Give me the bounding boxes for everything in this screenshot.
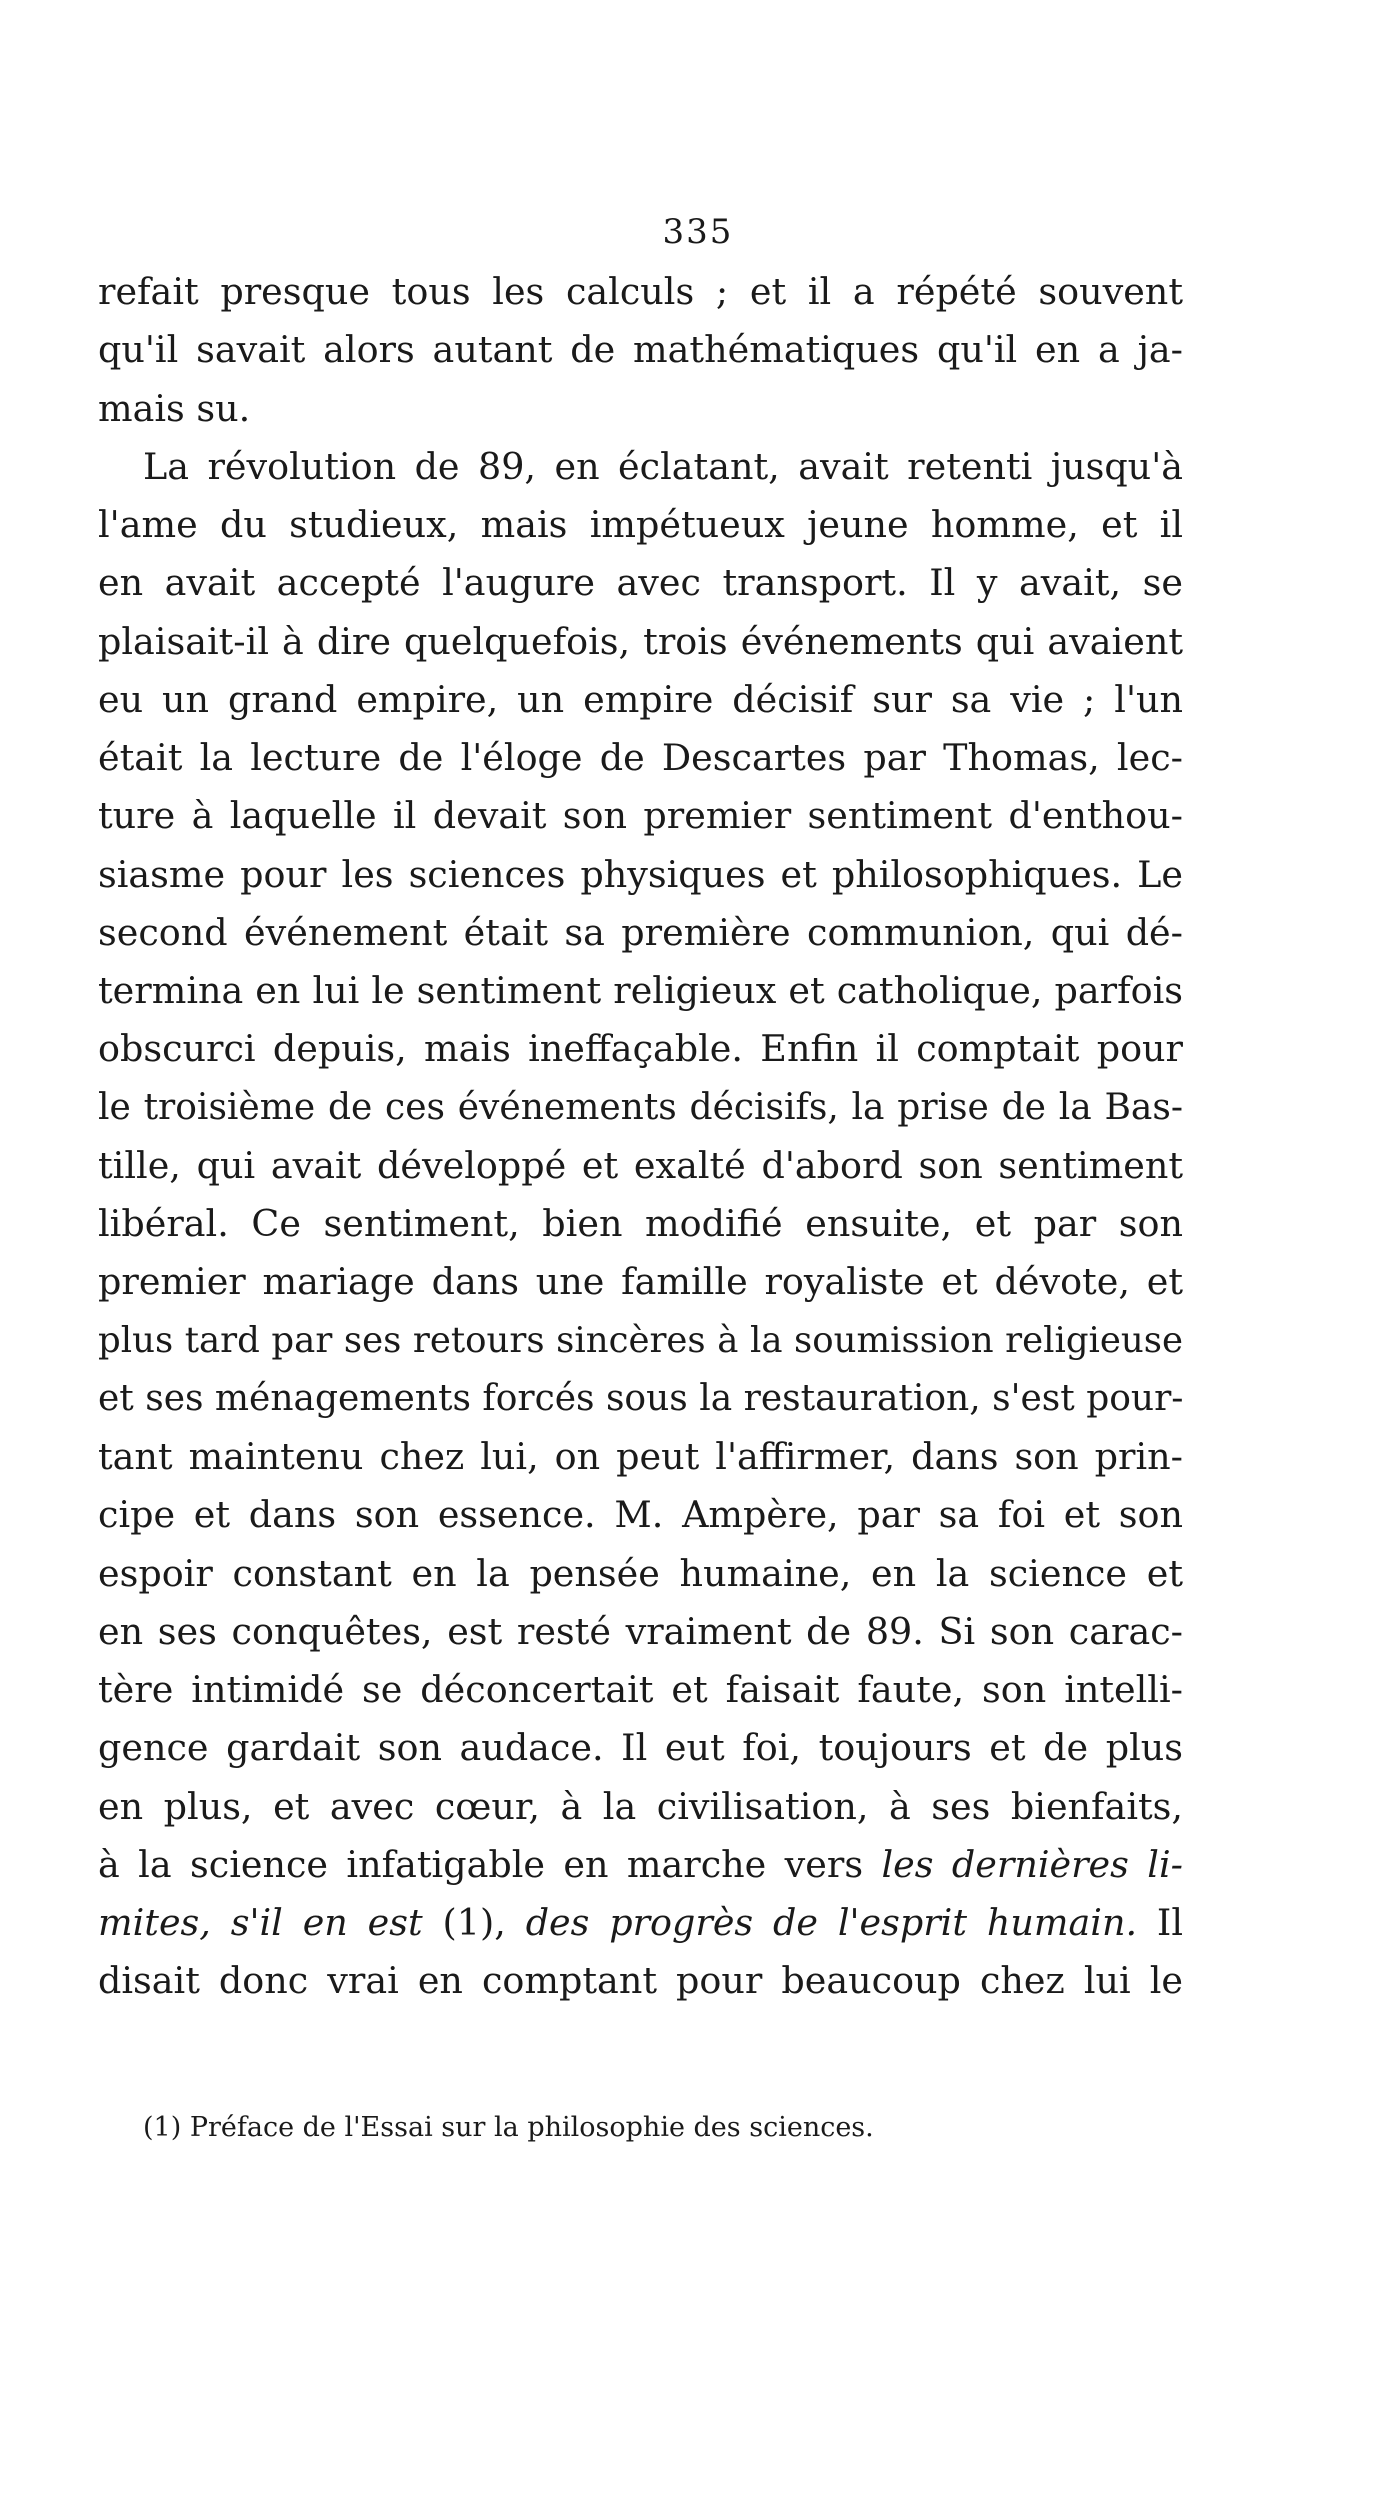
text-line-30: disait donc vrai en comptant pour beaucoup chez lui le: [98, 1959, 1183, 2002]
italic-phrase: mites, s'il en est: [98, 1901, 423, 1944]
text-line-22: cipe et dans son essence. M. Ampère, par sa foi et son: [98, 1493, 1183, 1536]
text-line-6: en avait accepté l'augure avec transport. Il y avait, se: [98, 561, 1183, 604]
text-line-28: à la science infatigable en marche vers les dernières li-: [98, 1843, 1183, 1886]
text-line-23: espoir constant en la pensée humaine, en la science et: [98, 1552, 1183, 1595]
text-line-9: était la lecture de l'éloge de Descartes par Thomas, lec-: [98, 736, 1183, 779]
text-line-18: premier mariage dans une famille royaliste et dévote, et: [98, 1260, 1183, 1303]
text-line-21: tant maintenu chez lui, on peut l'affirmer, dans son prin-: [98, 1435, 1183, 1478]
text-line-25: tère intimidé se déconcertait et faisait faute, son intelli-: [98, 1668, 1183, 1711]
text-line-17: libéral. Ce sentiment, bien modifié ensuite, et par son: [98, 1202, 1183, 1245]
text-line-3: mais su.: [98, 387, 251, 430]
text-line-1: refait presque tous les calculs ; et il a répété souvent: [98, 270, 1183, 313]
text-line-7: plaisait-il à dire quelquefois, trois événements qui avaient: [98, 620, 1183, 663]
text-line-13: termina en lui le sentiment religieux et catholique, parfois: [98, 969, 1183, 1012]
footnote: (1) Préface de l'Essai sur la philosophie des sciences.: [143, 2112, 874, 2143]
text-line-8: eu un grand empire, un empire décisif sur sa vie ; l'un: [98, 678, 1183, 721]
text-line-24: en ses conquêtes, est resté vraiment de 89. Si son carac-: [98, 1610, 1183, 1653]
page-number: 335: [662, 212, 734, 252]
text-line-11: siasme pour les sciences physiques et philosophiques. Le: [98, 853, 1183, 896]
text-line-20: et ses ménagements forcés sous la restauration, s'est pour-: [98, 1378, 1184, 1419]
text-line-16: tille, qui avait développé et exalté d'abord son sentiment: [98, 1144, 1183, 1187]
text-line-15: le troisième de ces événements décisifs, la prise de la Bas-: [98, 1087, 1183, 1128]
text-line-26: gence gardait son audace. Il eut foi, toujours et de plus: [98, 1726, 1183, 1769]
text-line-4: La révolution de 89, en éclatant, avait retenti jusqu'à: [143, 445, 1183, 488]
italic-phrase: des progrès de l'esprit humain.: [525, 1901, 1138, 1944]
text-line-10: ture à laquelle il devait son premier sentiment d'enthou-: [98, 794, 1183, 837]
italic-phrase: les dernières li-: [881, 1843, 1183, 1886]
text-line-27: en plus, et avec cœur, à la civilisation, à ses bienfaits,: [98, 1785, 1183, 1828]
text-line-5: l'ame du studieux, mais impétueux jeune homme, et il: [98, 503, 1183, 546]
text-line-29: mites, s'il en est (1), des progrès de l'esprit humain. Il: [98, 1901, 1184, 1944]
text-line-12: second événement était sa première communion, qui dé-: [98, 911, 1183, 954]
text-line-2: qu'il savait alors autant de mathématiques qu'il en a ja-: [98, 328, 1183, 371]
text-line-19: plus tard par ses retours sincères à la soumission religieuse: [98, 1320, 1183, 1361]
text-line-14: obscurci depuis, mais ineffaçable. Enfin il comptait pour: [98, 1027, 1183, 1070]
